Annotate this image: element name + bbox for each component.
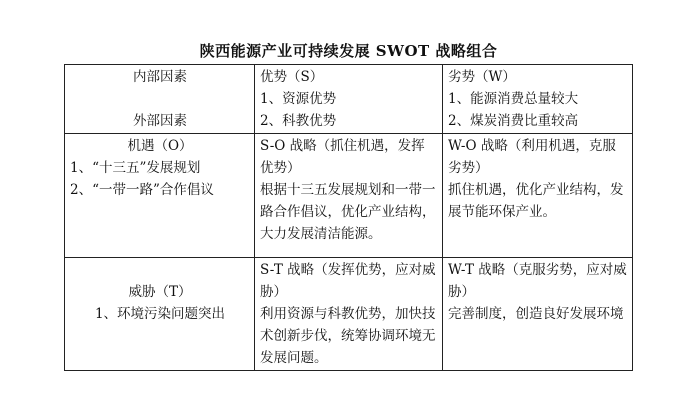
- opportunity-item: 1、“十三五”发展规划: [70, 160, 201, 176]
- table-row-opportunities: [65, 134, 633, 258]
- weakness-item: 2、煤炭消费比重较高: [448, 113, 579, 129]
- weaknesses-heading: 劣势（W）: [448, 69, 516, 85]
- st-strategy-cell: [255, 258, 443, 371]
- opportunities-heading: 机遇（O）: [127, 138, 193, 154]
- so-strategy-heading: S-O 战略（抓住机遇，发挥优势）: [260, 138, 425, 176]
- wt-strategy-heading: W-T 战略（克服劣势，应对威胁）: [448, 262, 627, 300]
- strengths-heading: 优势（S）: [260, 69, 324, 85]
- so-strategy-body: 根据十三五发展规划和一带一路合作倡议，优化产业结构，大力发展清洁能源。: [260, 182, 436, 242]
- weakness-item: 1、能源消费总量较大: [448, 91, 579, 107]
- weaknesses-cell: [443, 65, 633, 134]
- wt-strategy-body: 完善制度，创造良好发展环境: [448, 306, 624, 322]
- threats-heading: 威胁（T）: [128, 284, 192, 300]
- so-strategy-cell: [255, 134, 443, 258]
- strength-item: 1、资源优势: [260, 91, 337, 107]
- threats-cell: [65, 258, 255, 371]
- table-row-header: [65, 65, 633, 134]
- st-strategy-body: 利用资源与科教优势，加快技术创新步伐，统筹协调环境无发展问题。: [260, 306, 436, 366]
- threat-item: 1、环境污染问题突出: [94, 306, 226, 322]
- internal-factors-label: 内部因素: [133, 69, 187, 85]
- wt-strategy-cell: [443, 258, 633, 371]
- factor-corner-cell: [65, 65, 255, 134]
- wo-strategy-heading: W-O 战略（利用机遇，克服劣势）: [448, 138, 616, 176]
- wo-strategy-cell: [443, 134, 633, 258]
- opportunity-item: 2、“一带一路”合作倡议: [70, 182, 214, 198]
- strengths-cell: [255, 65, 443, 134]
- document-title: 陕西能源产业可持续发展 SWOT 战略组合: [199, 42, 498, 60]
- opportunities-cell: [65, 134, 255, 258]
- strength-item: 2、科教优势: [260, 113, 337, 129]
- swot-table: [64, 64, 633, 371]
- wo-strategy-body: 抓住机遇，优化产业结构，发展节能环保产业。: [448, 182, 624, 220]
- table-row-threats: [65, 258, 633, 371]
- external-factors-label: 外部因素: [133, 113, 187, 129]
- st-strategy-heading: S-T 战略（发挥优势，应对威胁）: [260, 262, 436, 300]
